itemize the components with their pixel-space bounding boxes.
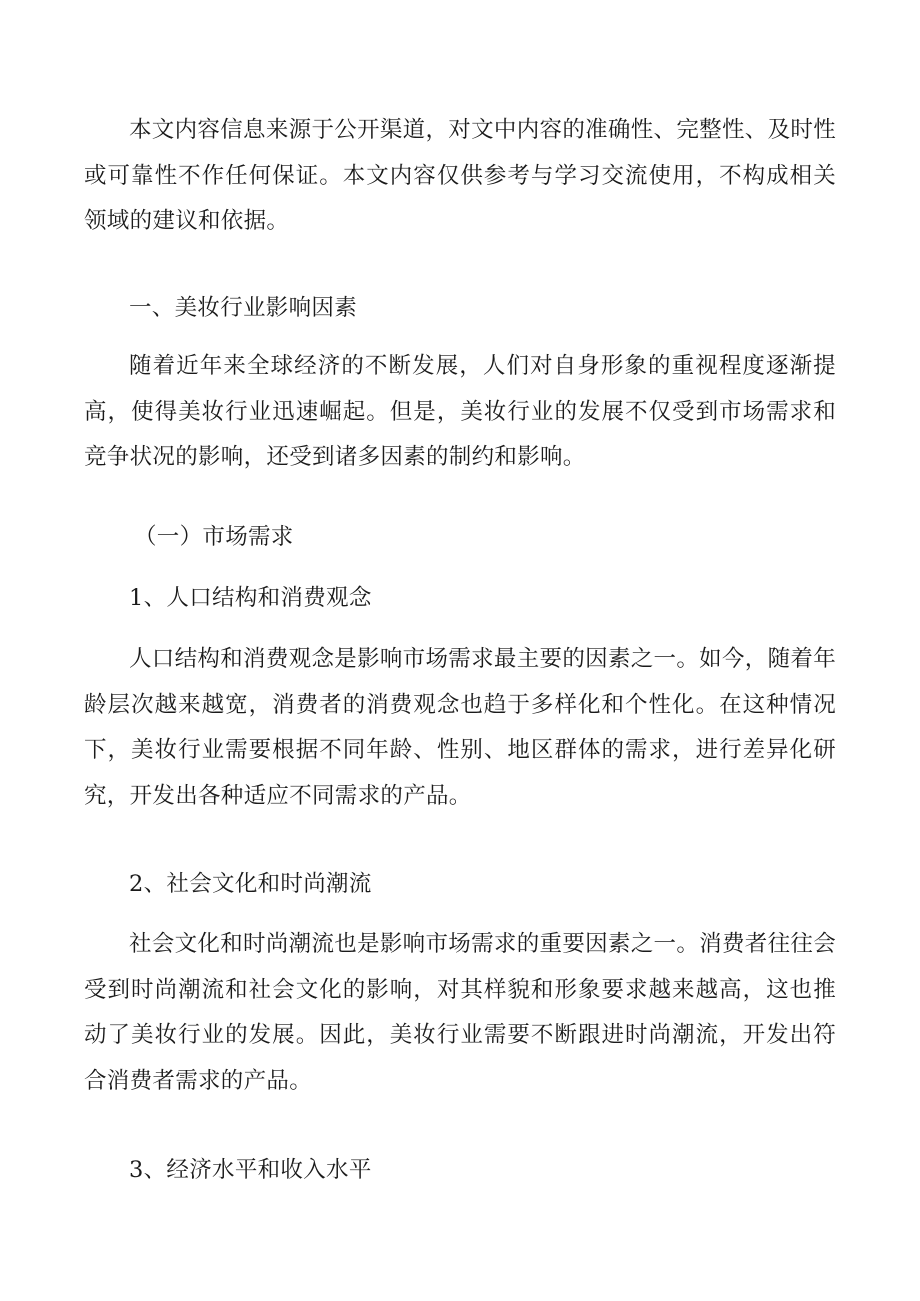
item-1-title: 1、人口结构和消费观念 (129, 585, 372, 611)
disclaimer-paragraph: 本文内容信息来源于公开渠道，对文中内容的准确性、完整性、及时性或可靠性不作任何保证。本文内容仅供参考与学习交流使用，不构成相关领域的建议和依据。 (84, 117, 836, 234)
item-2-paragraph: 社会文化和时尚潮流也是影响市场需求的重要因素之一。消费者往往会受到时尚潮流和社会文化的影响，对其样貌和形象要求越来越高，这也推动了美妆行业的发展。因此，美妆行业需要不断跟进时尚潮流，开发出符合消费者需求的产品。 (84, 931, 836, 1094)
section-intro-paragraph: 随着近年来全球经济的不断发展，人们对自身形象的重视程度逐渐提高，使得美妆行业迅速崛起。但是，美妆行业的发展不仅受到市场需求和竞争状况的影响，还受到诸多因素的制约和影响。 (84, 353, 836, 470)
subsection-title: （一）市场需求 (134, 524, 294, 550)
item-2-title: 2、社会文化和时尚潮流 (129, 871, 372, 897)
item-1-paragraph: 人口结构和消费观念是影响市场需求最主要的因素之一。如今，随着年龄层次越来越宽，消费者的消费观念也趋于多样化和个性化。在这种情况下，美妆行业需要根据不同年龄、性别、地区群体的需求，进行差异化研究，开发出各种适应不同需求的产品。 (84, 646, 836, 809)
section-title: 一、美妆行业影响因素 (129, 295, 358, 321)
item-3-title: 3、经济水平和收入水平 (129, 1157, 372, 1183)
